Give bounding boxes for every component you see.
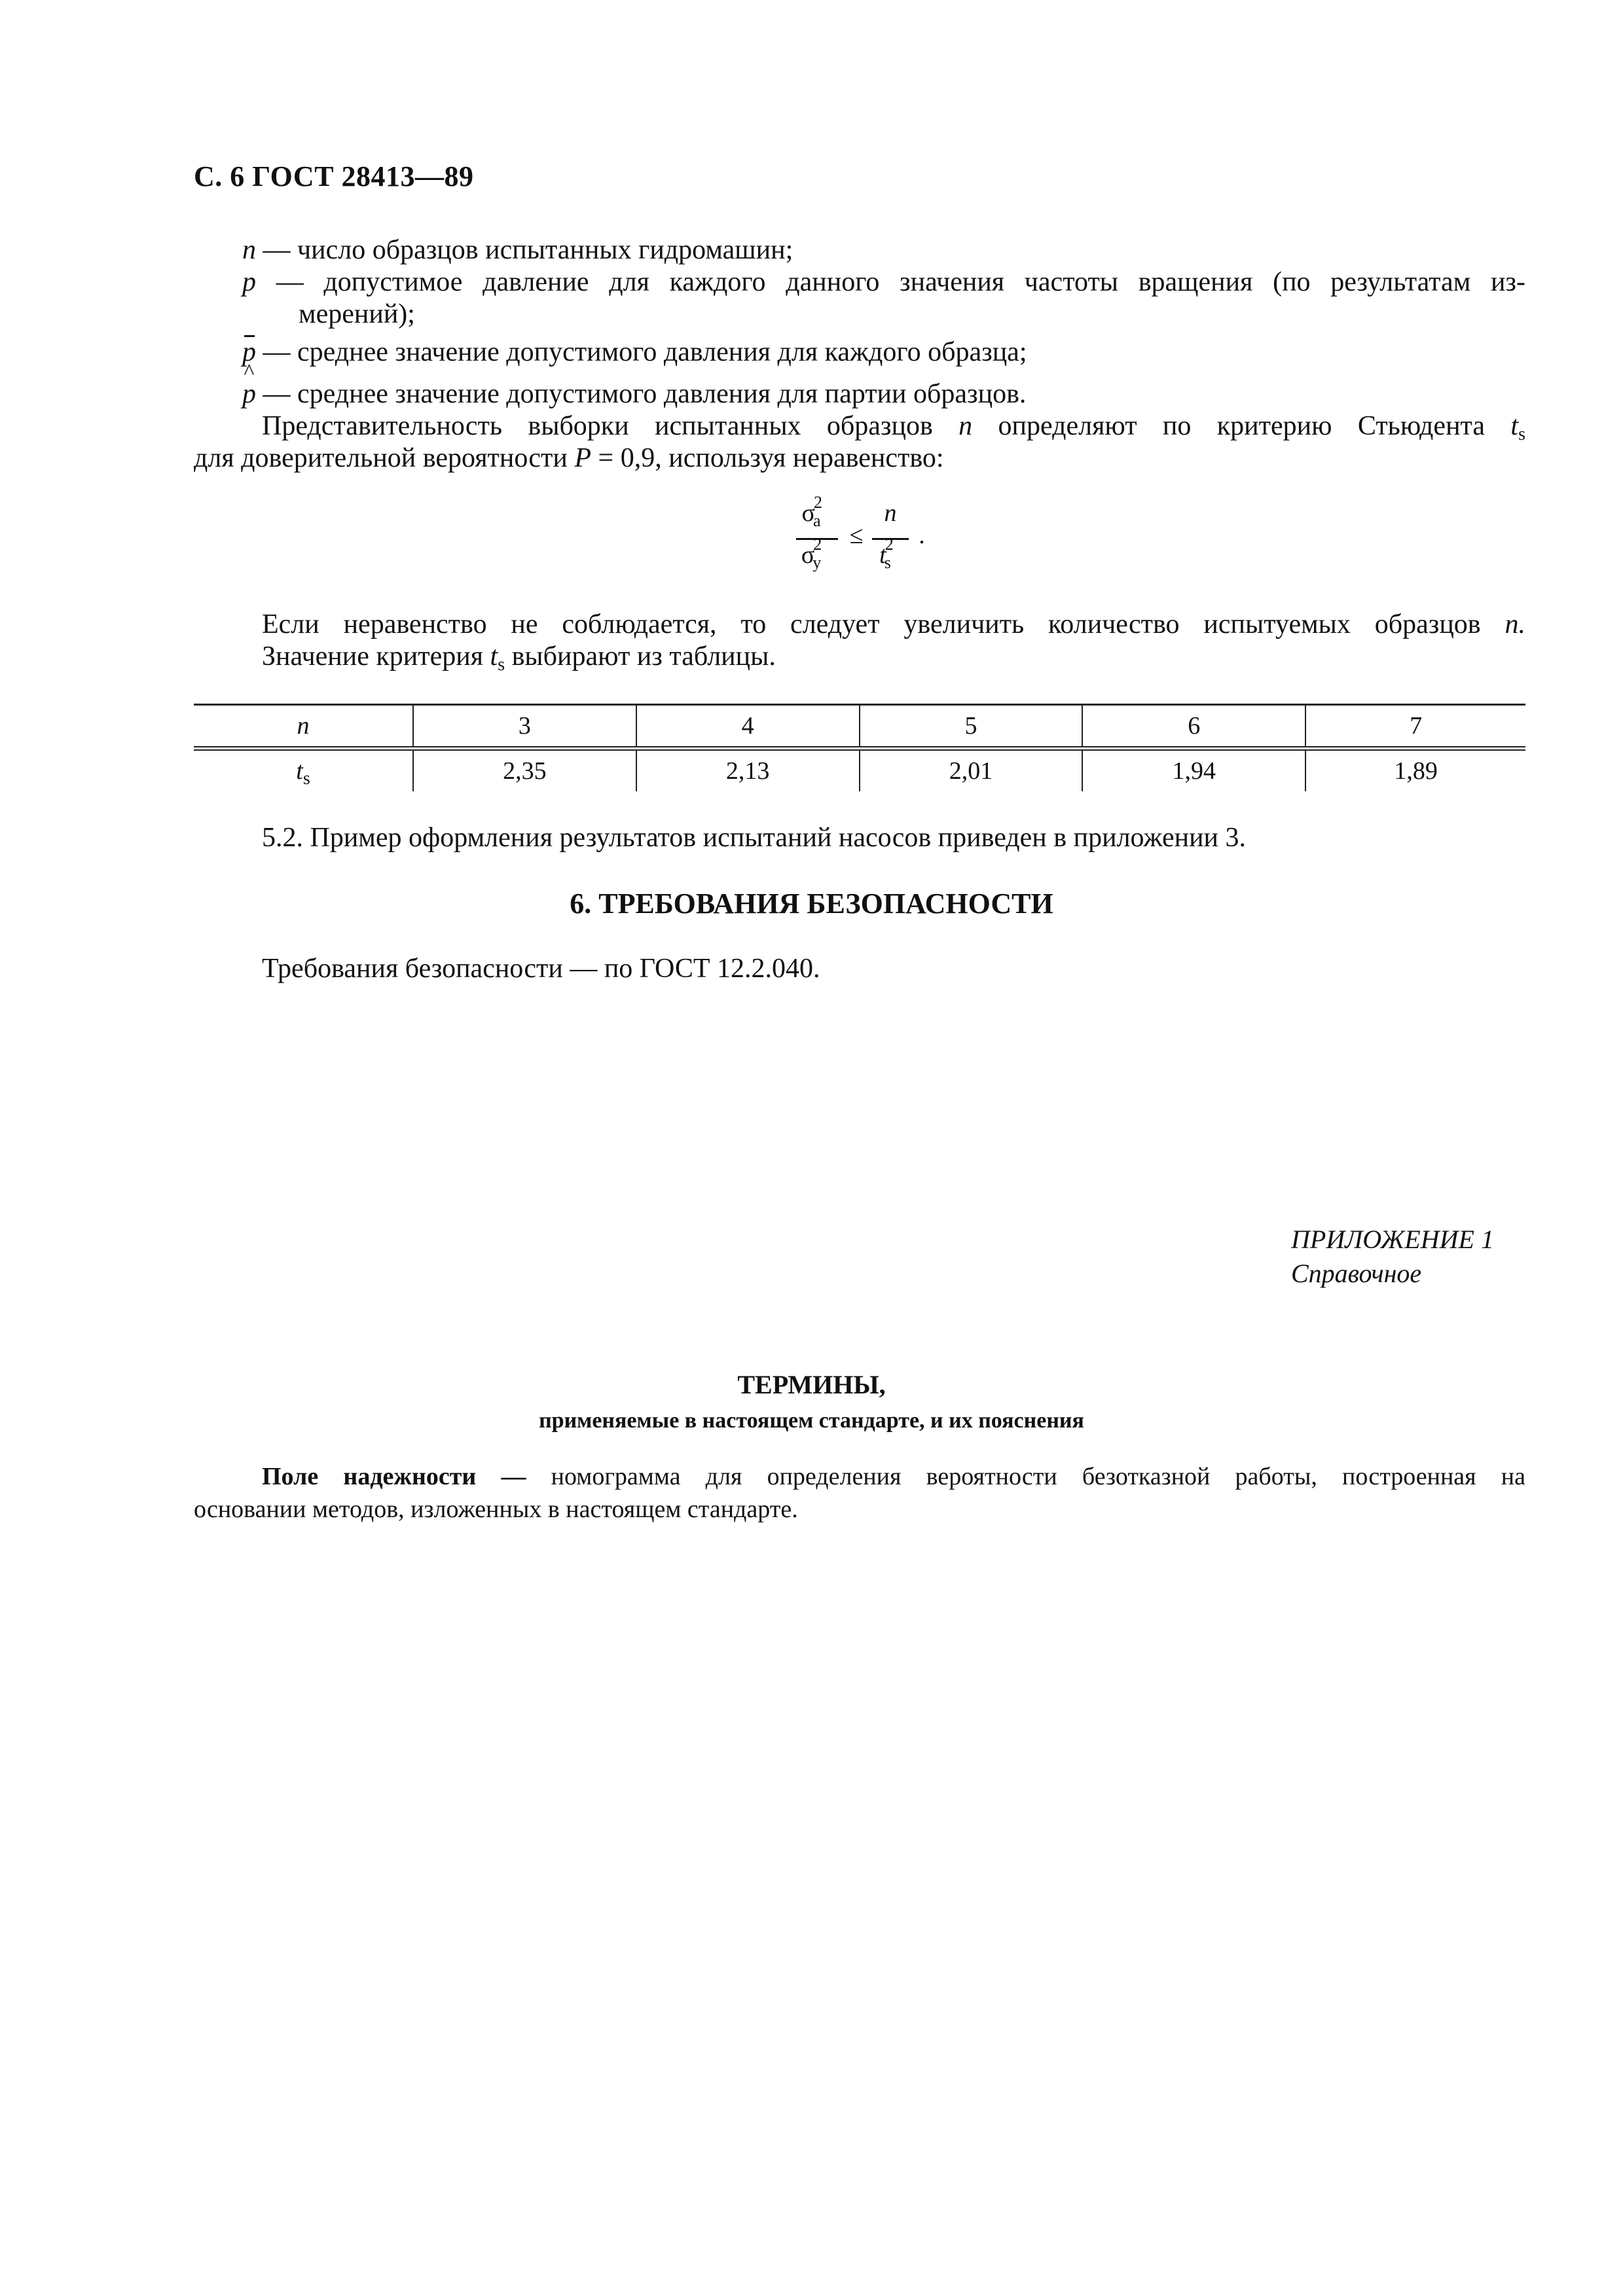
formula-denominator: $\sigma^2_y$ <box>801 535 822 572</box>
page-header: С. 6 ГОСТ 28413—89 <box>194 160 474 192</box>
definition-p-text: — допустимое давление для каждого данного значения частоты вращения (по результатам из- <box>276 267 1525 297</box>
paragraph-inequality-line2: Значение критерия $t_s$ выбирают из таблицы. <box>262 641 776 675</box>
formula-relation: ≤ <box>849 522 864 549</box>
appendix-label <box>1291 1223 1494 1291</box>
definition-p-bar-text: — среднее значение допустимого давления для каждого образца; <box>263 337 1027 367</box>
formula-end: . <box>919 522 925 549</box>
student-criterion-table <box>194 704 1525 791</box>
table-cell: 2,01 <box>860 749 1083 792</box>
table-cell: 7 <box>1305 705 1525 749</box>
table-cell: 1,94 <box>1082 749 1305 792</box>
section-6-title: 6. ТРЕБОВАНИЯ БЕЗОПАСНОСТИ <box>570 888 1053 920</box>
term-definition-line1: Поле надежности — номограмма для определения вероятности безотказной работы, построенная на <box>262 1463 1526 1490</box>
symbol-p: p <box>242 267 256 297</box>
p-hat-symbol: ^ p <box>242 360 256 409</box>
symbol-n: n <box>242 235 256 265</box>
table-cell: 2,35 <box>413 749 636 792</box>
table-row <box>194 705 1525 749</box>
table-cell: 5 <box>860 705 1083 749</box>
formula-rhs-denominator: $t^2_s$ <box>879 535 894 572</box>
paragraph-sample-line2: для доверительной вероятности P = 0,9, используя неравенство: <box>194 443 944 473</box>
definition-p-hat <box>242 360 1027 412</box>
terms-subtitle: применяемые в настоящем стандарте, и их пояснения <box>539 1408 1084 1433</box>
section-6-text: Требования безопасности — по ГОСТ 12.2.040. <box>262 954 820 984</box>
paragraph-inequality-line1: Если неравенство не соблюдается, то следует увеличить количество испытуемых образцов n. <box>262 609 1525 639</box>
table-row <box>194 749 1525 792</box>
definition-p <box>242 264 1525 300</box>
item-5-2: 5.2. Пример оформления результатов испытаний насосов приведен в приложении 3. <box>262 823 1247 853</box>
table-cell: 3 <box>413 705 636 749</box>
term-name: Поле надежности — <box>262 1463 526 1490</box>
table-cell: 4 <box>636 705 860 749</box>
paragraph-sample-line1: Представительность выборки испытанных образцов n определяют по критерию Стьюдента $t_s$ <box>262 411 1525 444</box>
terms-title: ТЕРМИНЫ, <box>737 1370 886 1399</box>
formula-rhs-numerator: n <box>884 499 897 527</box>
overbar-mark <box>244 335 255 337</box>
table-cell: 2,13 <box>636 749 860 792</box>
hat-mark: ^ <box>244 360 255 384</box>
table-cell: 6 <box>1082 705 1305 749</box>
definition-n <box>242 232 793 268</box>
p-bar-symbol: p <box>242 334 256 370</box>
table-header-cell: $t_s$ <box>296 757 310 789</box>
table-header-cell: n <box>194 705 413 749</box>
formula-numerator: $\sigma^2_a$ <box>801 493 822 530</box>
definition-p-continuation: мерений); <box>299 299 415 329</box>
inequality-formula <box>793 493 964 590</box>
definition-p-hat-text: — среднее значение допустимого давления для партии образцов. <box>263 379 1027 409</box>
table-cell: 1,89 <box>1305 749 1525 792</box>
term-definition-line2: основании методов, изложенных в настоящем стандарте. <box>194 1496 798 1523</box>
definition-n-text: — число образцов испытанных гидромашин; <box>263 235 793 265</box>
appendix-type: Справочное <box>1291 1259 1422 1288</box>
definition-p-bar <box>242 334 1027 370</box>
appendix-number: ПРИЛОЖЕНИЕ 1 <box>1291 1225 1494 1254</box>
